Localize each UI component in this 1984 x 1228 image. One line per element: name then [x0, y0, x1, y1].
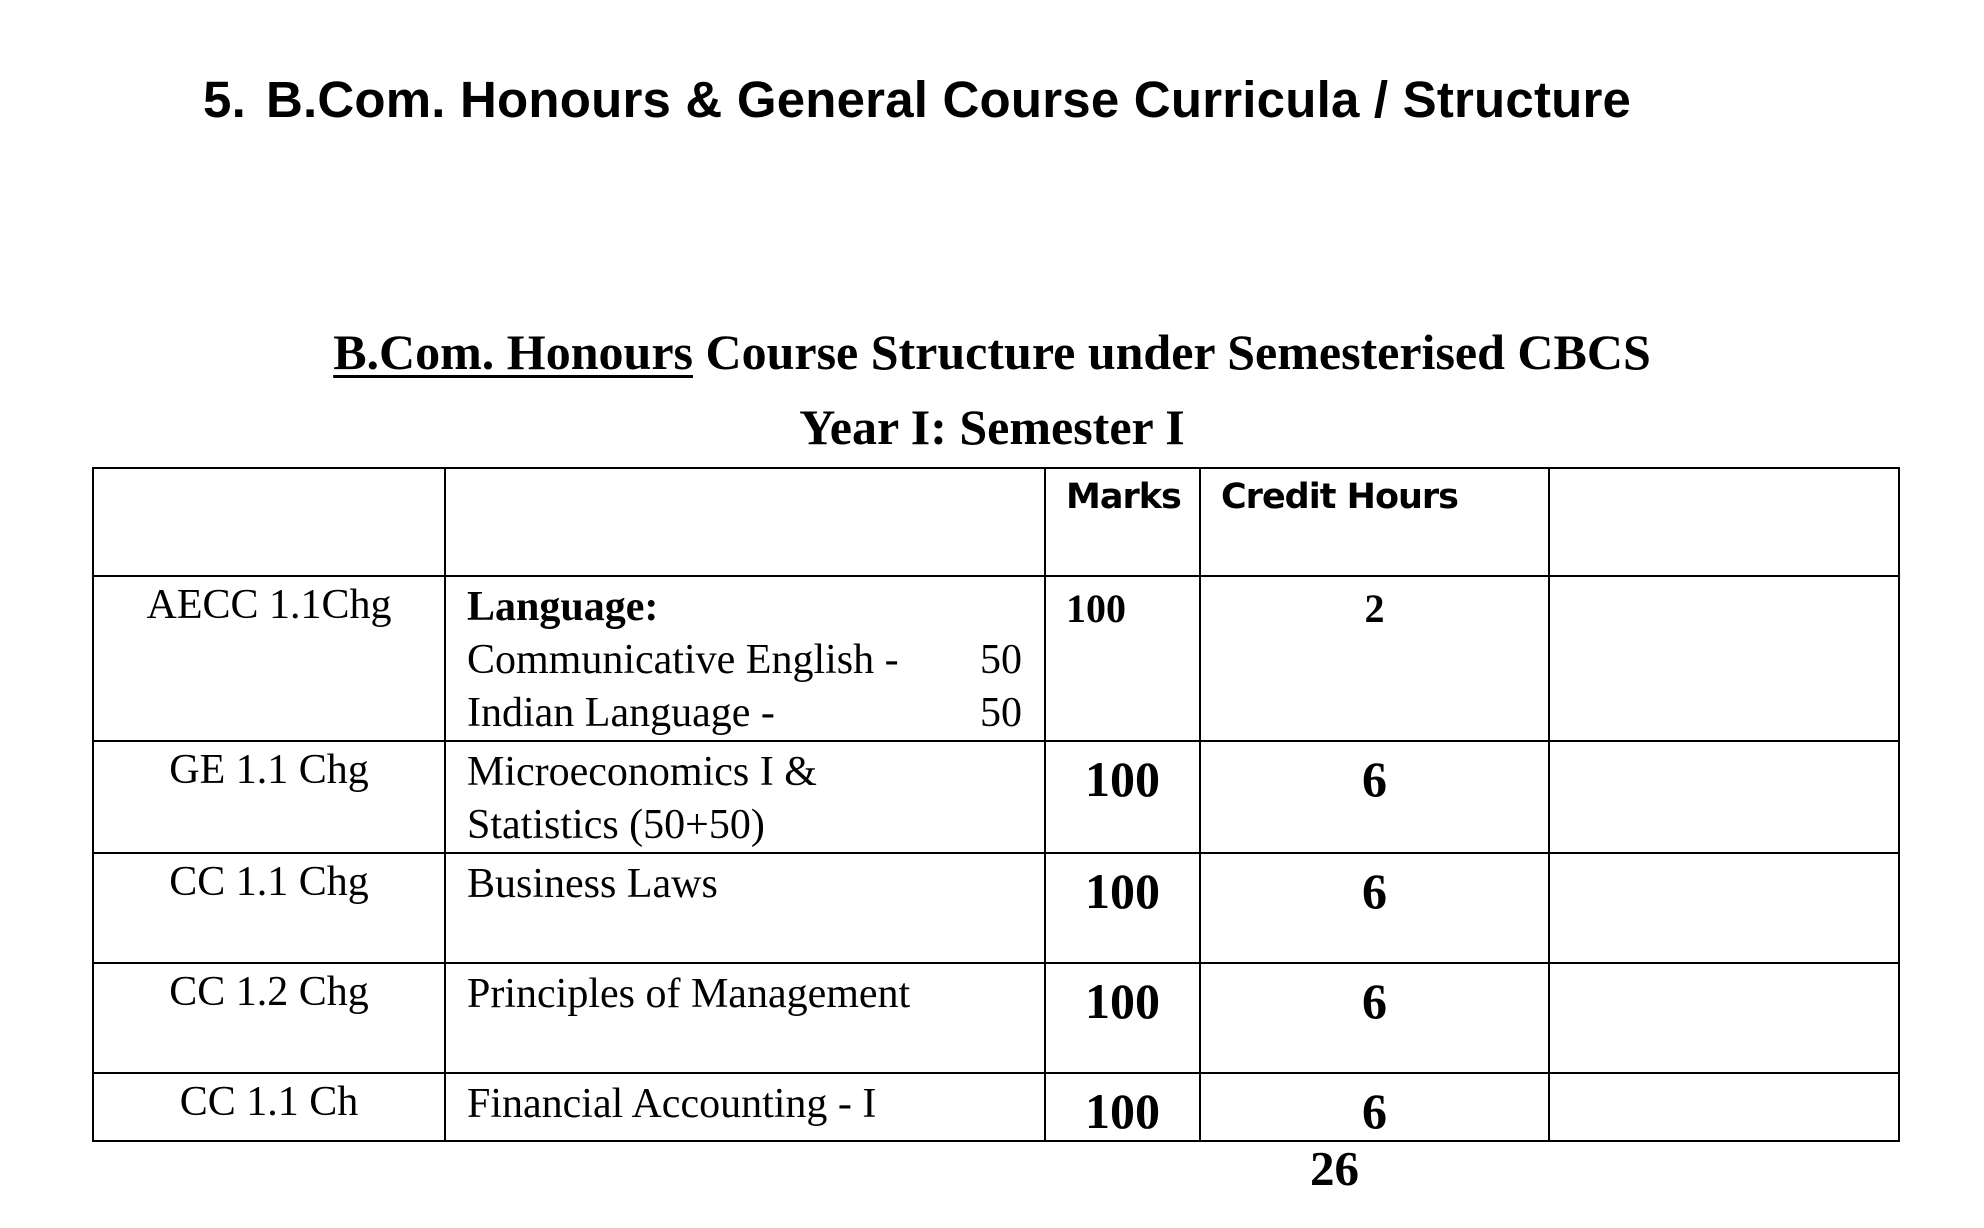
paper-line: Statistics (50+50) — [467, 802, 765, 848]
credit-cell — [1200, 853, 1549, 963]
header-credit-hours: Credit Hours — [1221, 477, 1458, 517]
paper-line-value: 50 — [980, 637, 1022, 683]
header-credit-cell — [1200, 468, 1549, 576]
credit-value: 6 — [1362, 1083, 1387, 1139]
page-number: 26 — [1310, 1141, 1359, 1196]
paper-line-label: Indian Language - — [467, 690, 775, 736]
credit-value: 6 — [1362, 751, 1387, 807]
credit-cell — [1200, 576, 1549, 741]
marks-cell — [1045, 576, 1200, 741]
credit-value: 6 — [1362, 973, 1387, 1029]
header-marks-cell — [1045, 468, 1200, 576]
marks-cell — [1045, 853, 1200, 963]
paper-cell — [445, 963, 1045, 1073]
table-title — [0, 323, 1984, 381]
credit-cell — [1200, 741, 1549, 853]
course-code-cell — [93, 576, 445, 741]
section-heading — [203, 70, 1631, 129]
paper-cell — [445, 576, 1045, 741]
table-row — [93, 741, 1899, 853]
paper-line — [467, 634, 1022, 687]
course-code: CC 1.1 Chg — [169, 859, 369, 905]
paper-cell — [445, 853, 1045, 963]
table-title-rest: Course Structure under Semesterised CBCS — [705, 324, 1651, 380]
paper-description: Principles of Management — [467, 971, 911, 1017]
marks-value: 100 — [1085, 863, 1160, 919]
header-marks: Marks — [1066, 477, 1181, 517]
table-row — [93, 963, 1899, 1073]
extra-cell — [1549, 741, 1899, 853]
paper-description: Business Laws — [467, 861, 718, 907]
section-number: 5. — [203, 71, 246, 128]
marks-cell — [1045, 741, 1200, 853]
credit-cell — [1200, 1073, 1549, 1141]
section-title: B.Com. Honours & General Course Curricula / Structure — [265, 71, 1632, 128]
paper-line-value: 50 — [980, 690, 1022, 736]
header-paper-cell — [445, 468, 1045, 576]
course-code: GE 1.1 Chg — [169, 747, 369, 793]
paper-cell — [445, 1073, 1045, 1141]
table-header-row — [93, 468, 1899, 576]
paper-description — [446, 742, 1044, 852]
marks-value: 100 — [1066, 586, 1126, 631]
extra-cell — [1549, 853, 1899, 963]
paper-description — [446, 577, 1044, 740]
paper-line — [467, 687, 1022, 740]
course-code: CC 1.2 Chg — [169, 969, 369, 1015]
paper-cell — [445, 741, 1045, 853]
marks-cell — [1045, 1073, 1200, 1141]
extra-cell — [1549, 963, 1899, 1073]
table-title-underlined: B.Com. Honours — [333, 324, 693, 380]
marks-cell — [1045, 963, 1200, 1073]
header-extra-cell — [1549, 468, 1899, 576]
paper-line-label: Communicative English - — [467, 637, 899, 683]
course-code-cell — [93, 963, 445, 1073]
extra-cell — [1549, 576, 1899, 741]
credit-value: 2 — [1364, 586, 1385, 631]
paper-heading: Language: — [467, 584, 659, 630]
credit-value: 6 — [1362, 863, 1387, 919]
credit-cell — [1200, 963, 1549, 1073]
table-row — [93, 576, 1899, 741]
marks-value: 100 — [1085, 1083, 1160, 1139]
course-code-cell — [93, 853, 445, 963]
course-code-cell — [93, 1073, 445, 1141]
marks-value: 100 — [1085, 973, 1160, 1029]
extra-cell — [1549, 1073, 1899, 1141]
paper-description: Financial Accounting - I — [467, 1081, 877, 1127]
table-subtitle: Year I: Semester I — [799, 399, 1185, 455]
course-code: AECC 1.1Chg — [146, 582, 392, 628]
course-structure-table — [92, 467, 1900, 1142]
table-row — [93, 853, 1899, 963]
paper-line: Microeconomics I & — [467, 749, 817, 795]
marks-value: 100 — [1085, 751, 1160, 807]
course-code: CC 1.1 Ch — [179, 1079, 359, 1125]
course-code-cell — [93, 741, 445, 853]
table-row — [93, 1073, 1899, 1141]
header-code-cell — [93, 468, 445, 576]
